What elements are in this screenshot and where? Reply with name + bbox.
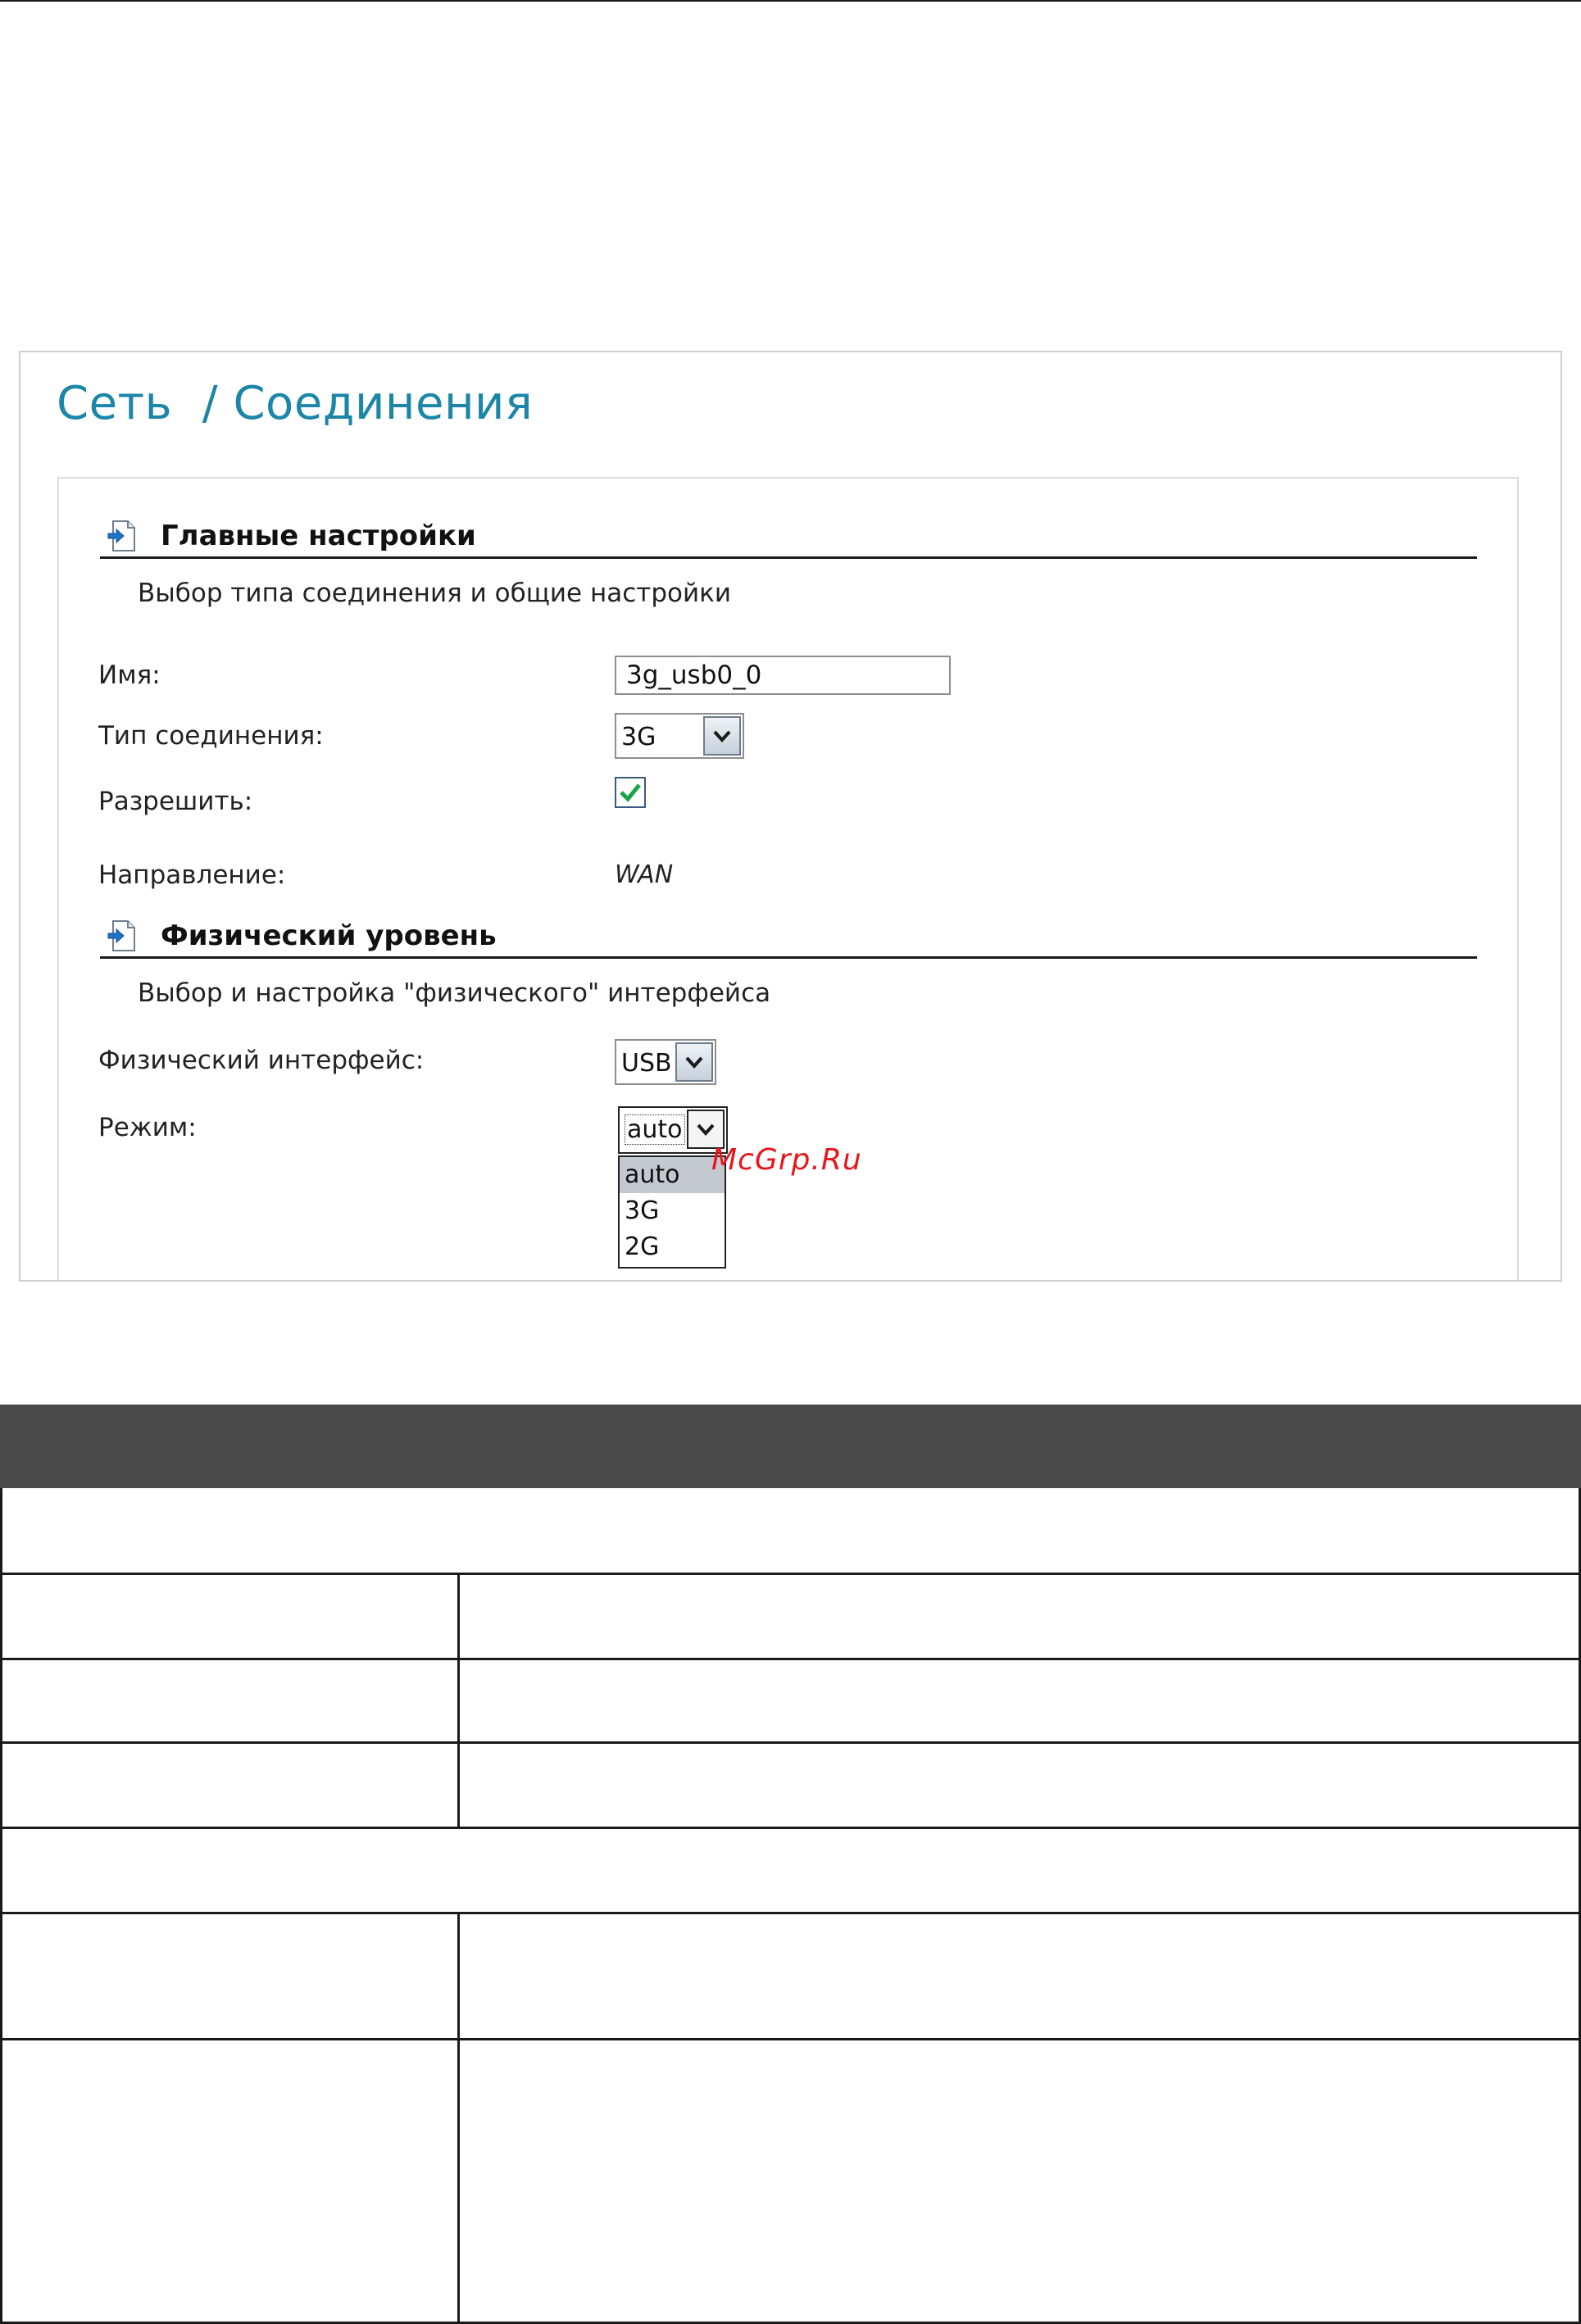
column-divider (457, 1575, 460, 1658)
table-row-section (0, 1488, 1581, 1575)
section-title-physical: Физический уровень (161, 919, 497, 952)
name-label: Имя: (98, 660, 161, 690)
chevron-down-icon[interactable] (703, 716, 741, 756)
chevron-down-icon[interactable] (675, 1042, 713, 1082)
check-icon (619, 782, 642, 803)
table-header (0, 1405, 1581, 1488)
table-row-section (0, 1829, 1581, 1914)
physical-interface-select[interactable] (615, 1039, 716, 1085)
mode-option-3g[interactable]: 3G (625, 1196, 660, 1225)
section-header-physical (100, 918, 1477, 959)
mode-option-2g[interactable]: 2G (625, 1232, 660, 1261)
name-input[interactable] (615, 656, 951, 695)
column-divider (457, 1660, 460, 1741)
physical-interface-label: Физический интерфейс: (98, 1046, 425, 1075)
mode-label: Режим: (98, 1113, 197, 1142)
column-divider (457, 1744, 460, 1827)
connection-type-label: Тип соединения: (98, 721, 324, 751)
table-row (0, 1914, 1581, 2040)
column-divider (457, 2040, 460, 2322)
mode-option-auto[interactable]: auto (620, 1157, 725, 1193)
enable-label: Разрешить: (98, 787, 253, 816)
table-row (0, 1575, 1581, 1660)
physical-interface-value: USB (621, 1049, 672, 1078)
section-description-physical: Выбор и настройка "физического" интерфейса (138, 978, 771, 1008)
mode-dropdown-list (618, 1155, 726, 1269)
watermark: McGrp.Ru (711, 1143, 862, 1177)
direction-value: WAN (615, 860, 674, 889)
table-row (0, 2040, 1581, 2324)
connection-type-value: 3G (621, 723, 656, 751)
section-title-main: Главные настройки (161, 520, 476, 552)
connection-type-select[interactable] (615, 713, 744, 759)
table-row (0, 1744, 1581, 1829)
section-description-main: Выбор типа соединения и общие настройки (138, 579, 731, 608)
top-rule (0, 0, 1581, 2)
column-divider (457, 1914, 460, 2038)
section-header-main (100, 518, 1477, 559)
table-row (0, 1660, 1581, 1744)
mode-value: auto (625, 1114, 685, 1145)
page-title: Сеть / Соединения (57, 377, 534, 430)
document-arrow-icon (107, 919, 136, 952)
enable-checkbox[interactable] (615, 777, 646, 808)
screenshot-frame (19, 351, 1562, 1282)
direction-label: Направление: (98, 860, 286, 890)
document-arrow-icon (107, 520, 136, 552)
